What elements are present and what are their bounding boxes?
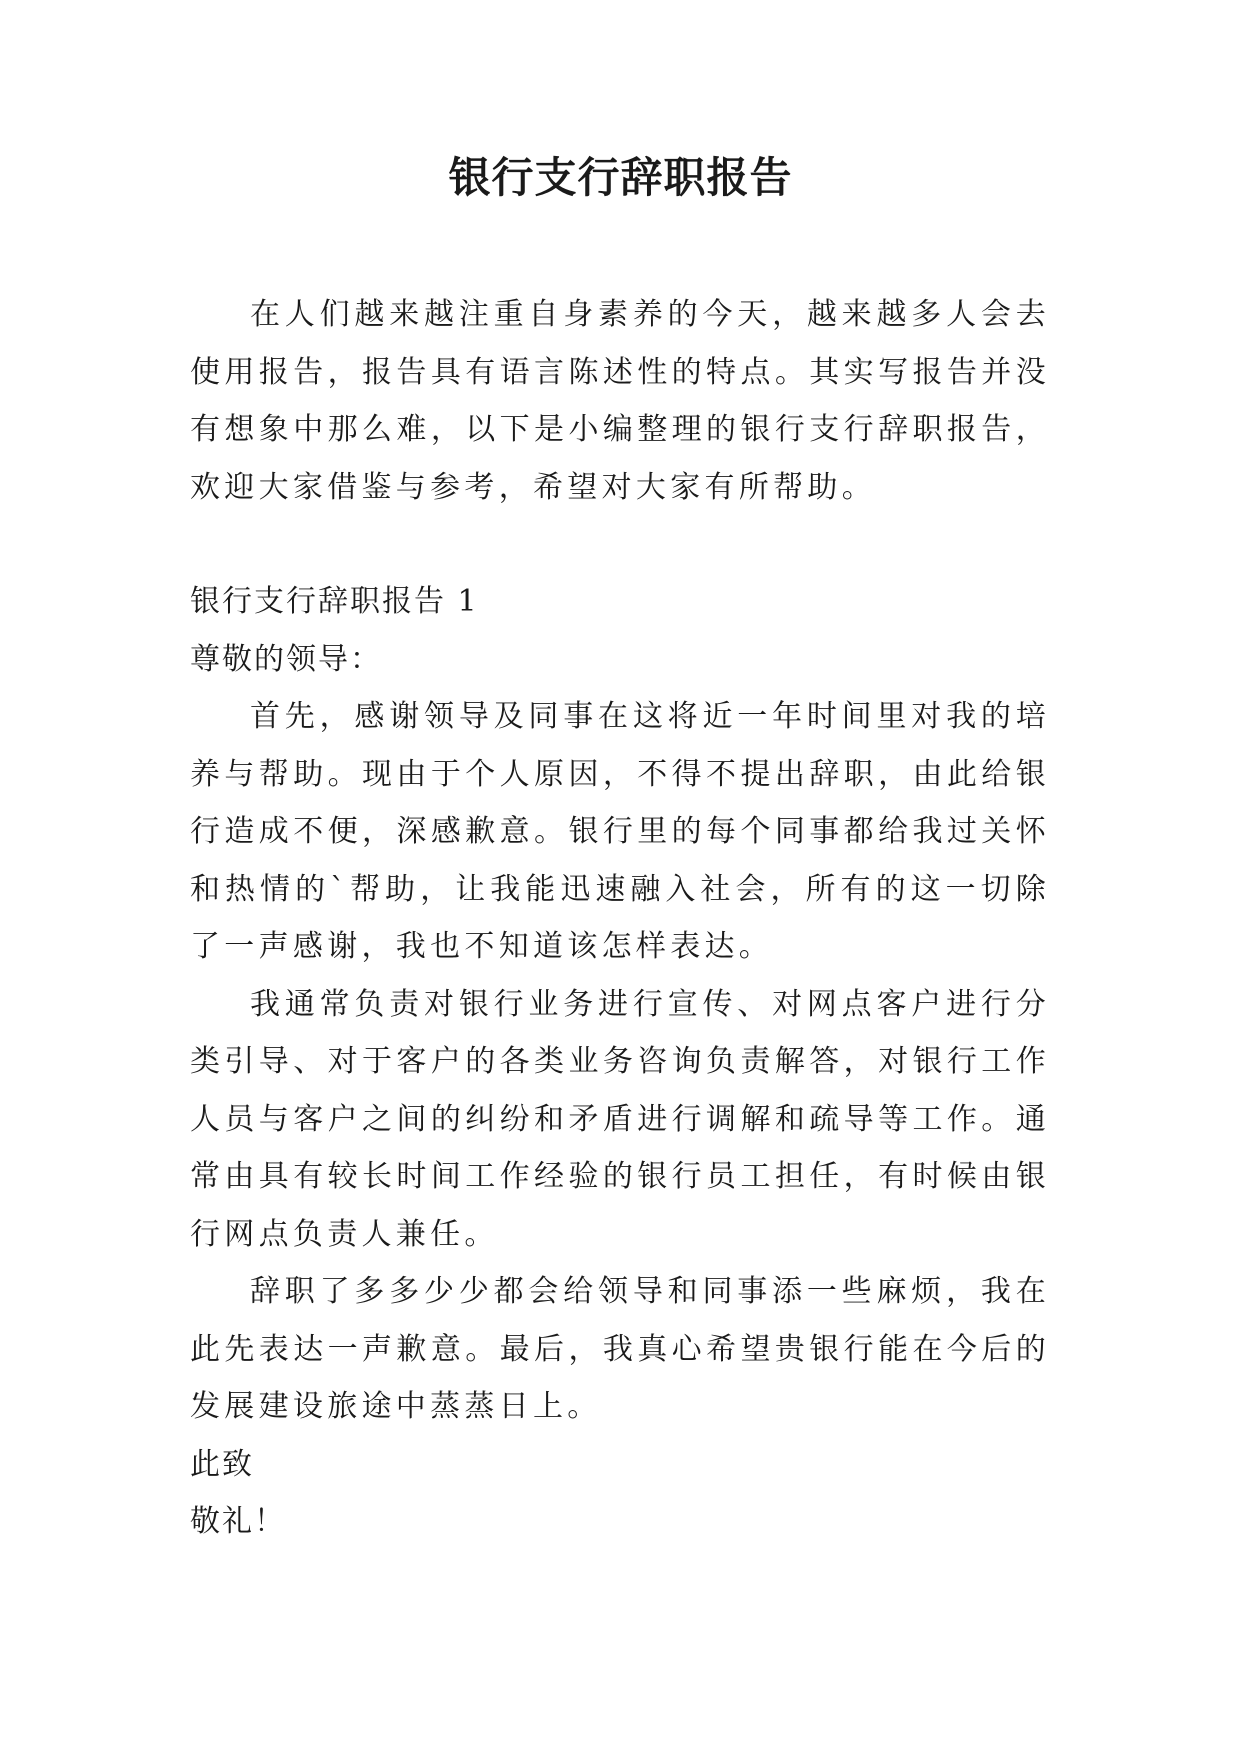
document-body — [190, 286, 1050, 1551]
closing-regards: 敬礼！ — [190, 1504, 286, 1539]
closing-line: 此致 — [190, 1446, 254, 1482]
intro-paragraph: 在人们越来越注重自身素养的今天，越来越多人会去使用报告，报告具有语言陈述性的特点。其实写报告并没有想象中那么难，以下是小编整理的银行支行辞职报告，欢迎大家借鉴与参考，希望对大家有所帮助。 — [190, 297, 1050, 505]
body-paragraph: 辞职了多多少少都会给领导和同事添一些麻烦，我在此先表达一声歉意。最后，我真心希望贵银行能在今后的发展建设旅途中蒸蒸日上。 — [190, 1274, 1050, 1424]
body-paragraph: 首先，感谢领导及同事在这将近一年时间里对我的培养与帮助。现由于个人原因，不得不提出辞职，由此给银行造成不便，深感歉意。银行里的每个同事都给我过关怀和热情的`帮助，让我能迅速融入社会，所有的这一切除了一声感谢，我也不知道该怎样表达。 — [190, 699, 1050, 964]
section-heading: 银行支行辞职报告 1 — [190, 584, 479, 619]
body-paragraph: 我通常负责对银行业务进行宣传、对网点客户进行分类引导、对于客户的各类业务咨询负责解答，对银行工作人员与客户之间的纠纷和矛盾进行调解和疏导等工作。通常由具有较长时间工作经验的银行员工担任，有时候由银行网点负责人兼任。 — [190, 986, 1050, 1252]
salutation: 尊敬的领导： — [190, 641, 382, 677]
document-title: 银行支行辞职报告 — [448, 153, 793, 202]
paragraph-gap — [190, 516, 1050, 573]
